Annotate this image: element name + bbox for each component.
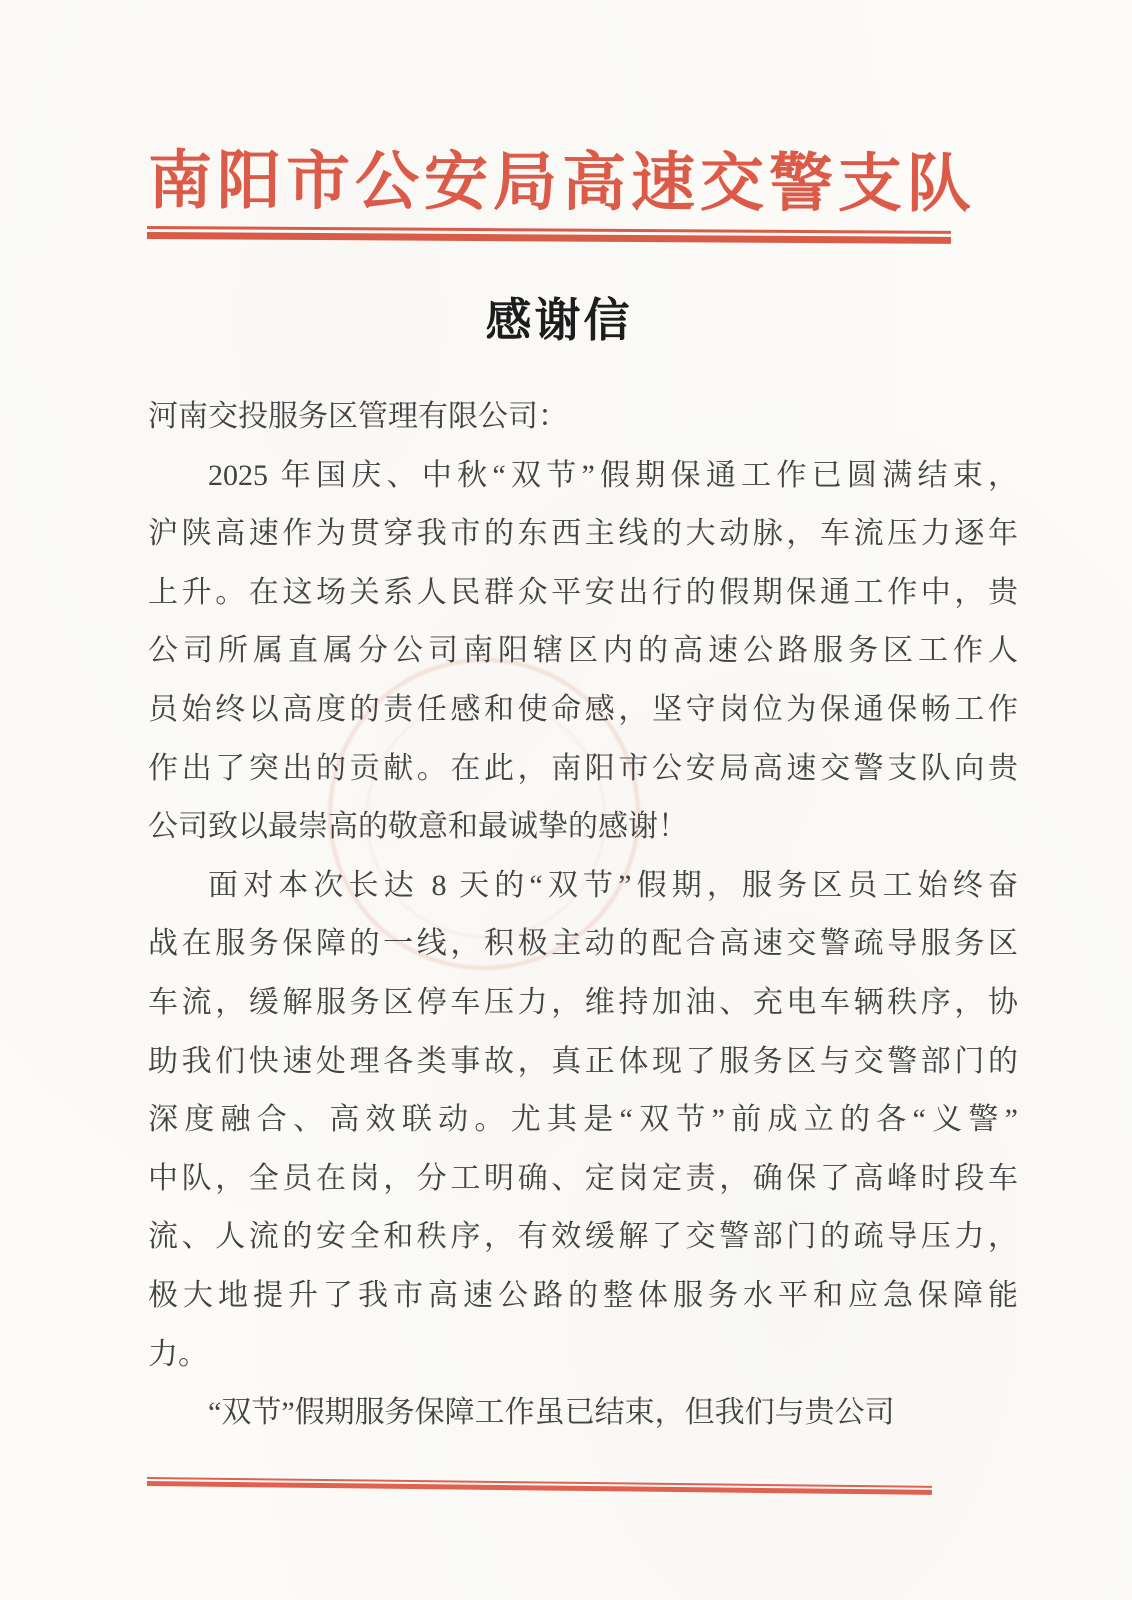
footer-rule bbox=[147, 1477, 932, 1495]
letter-line: 力。 bbox=[148, 1337, 208, 1371]
letter-line: 助我们快速处理各类事故，真正体现了服务区与交警部门的 bbox=[148, 1044, 1018, 1078]
recipient-line: 河南交投服务区管理有限公司： bbox=[148, 400, 568, 433]
letter-line: 深度融合、高效联动。尤其是“双节”前成立的各“义警” bbox=[148, 1103, 1018, 1137]
letter-line: 面对本次长达 8 天的“双节”假期，服务区员工始终奋 bbox=[208, 868, 1018, 902]
letter-line: 沪陕高速作为贯穿我市的东西主线的大动脉，车流压力逐年 bbox=[148, 517, 1018, 551]
letter-line: 极大地提升了我市高速公路的整体服务水平和应急保障能 bbox=[148, 1278, 1018, 1312]
letter-line: 员始终以高度的责任感和使命感，坚守岗位为保通保畅工作 bbox=[148, 692, 1018, 726]
letter-line: 中队，全员在岗，分工明确、定岗定责，确保了高峰时段车 bbox=[148, 1161, 1018, 1195]
letter-line: 作出了突出的贡献。在此，南阳市公安局高速交警支队向贵 bbox=[148, 751, 1018, 785]
letter-line: 流、人流的安全和秩序，有效缓解了交警部门的疏导压力， bbox=[148, 1220, 1018, 1254]
letter-title: 感谢信 bbox=[485, 295, 633, 346]
letter-line: 公司所属直属分公司南阳辖区内的高速公路服务区工作人 bbox=[148, 634, 1018, 668]
letter-line: “双节”假期服务保障工作虽已结束，但我们与贵公司 bbox=[208, 1396, 895, 1430]
letterhead-title: 南阳市公安局高速交警支队 bbox=[147, 145, 977, 220]
letter-line: 战在服务保障的一线，积极主动的配合高速交警疏导服务区 bbox=[148, 927, 1018, 961]
letter-line: 上升。在这场关系人民群众平安出行的假期保通工作中，贵 bbox=[148, 575, 1018, 609]
letter-line: 公司致以最崇高的敬意和最诚挚的感谢！ bbox=[148, 810, 688, 844]
letter-line: 车流，缓解服务区停车压力，维持加油、充电车辆秩序，协 bbox=[148, 985, 1018, 1019]
letter-line: 2025 年国庆、中秋“双节”假期保通工作已圆满结束， bbox=[208, 458, 1018, 492]
letter-body bbox=[148, 388, 1018, 1443]
